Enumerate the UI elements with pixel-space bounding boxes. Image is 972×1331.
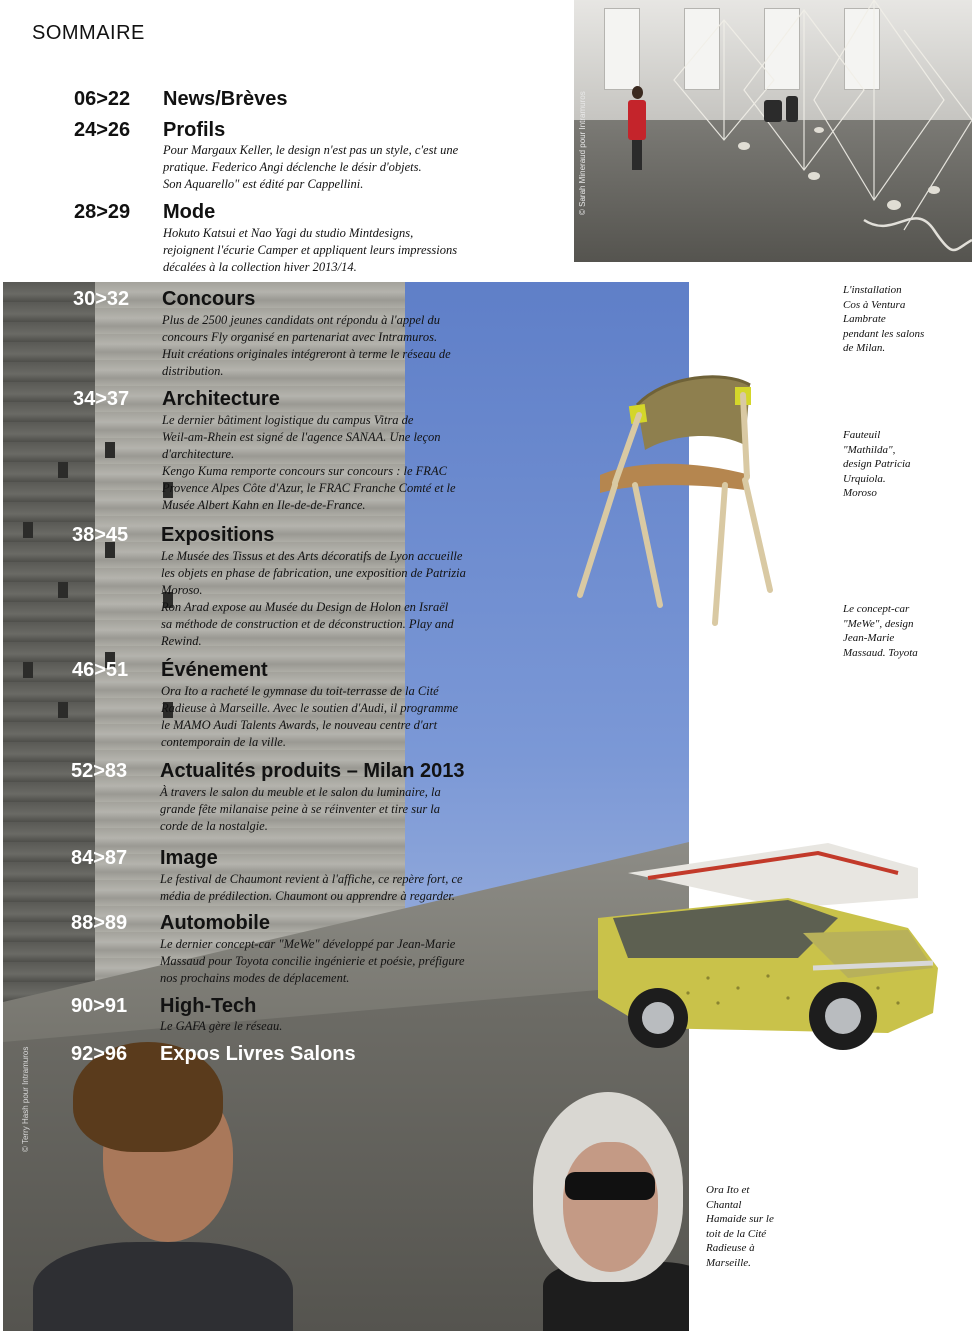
toc-section-title: Expos Livres Salons	[160, 1043, 356, 1065]
toc-section-title: Automobile	[160, 912, 270, 934]
photo-credit-main: © Terry Hash pour Intramuros	[21, 1046, 30, 1152]
toc-section-title: Événement	[161, 659, 268, 681]
toc-page-range: 28>29	[74, 201, 131, 223]
toc-section-description: Le dernier bâtiment logistique du campus Vitra de Weil-am-Rhein est signé de l'agence SANAA. Une leçon d'architecture. Kengo Kuma remporte concours sur concours : le FRAC Provence Alpes Côte d'Azur, le FRAC Franche Comté et le Musée Albert Kahn en Ile-de-de-France.	[162, 413, 456, 512]
toc-page-range: 46>51	[72, 659, 129, 681]
toc-section-description: Le Musée des Tissus et des Arts décoratifs de Lyon accueille les objets en phase de fabrication, une exposition de Patrizia Moroso. Ron Arad expose au Musée du Design de Holon en Israël sa méthode de construction et de déconstruction. Play and Rewind.	[161, 549, 466, 648]
toc-section-description: Hokuto Katsui et Nao Yagi du studio Mintdesigns, rejoignent l'écurie Camper et appliquent leurs impressions décalées à la collection hiver 2013/14.	[163, 226, 458, 274]
toc-section-description: Ora Ito a racheté le gymnase du toit-terrasse de la Cité Radieuse à Marseille. Avec le soutien d'Audi, il programme le MAMO Audi Talents Awards, le nouveau centre d'art contemporain de la ville.	[161, 684, 459, 749]
toc-page-range: 52>83	[71, 760, 128, 782]
toc-section-description: Pour Margaux Keller, le design n'est pas un style, c'est une pratique. Federico Angi déclenche le désir d'objets. Son Aquarello" est édité par Cappellini.	[163, 143, 459, 191]
toc-page-range: 90>91	[71, 995, 128, 1017]
toc-section-title: News/Brèves	[163, 88, 288, 110]
toc-page-range: 06>22	[74, 88, 131, 110]
toc-section-title: Architecture	[162, 388, 280, 410]
toc-page-range: 34>37	[73, 388, 130, 410]
photo-credit-top: © Sarah Mineraud pour Intramuros	[578, 91, 587, 215]
toc-section-title: Expositions	[161, 524, 275, 546]
page-title: SOMMAIRE	[32, 22, 145, 44]
toc-page-range: 92>96	[71, 1043, 128, 1065]
mathilda-chair-image	[575, 365, 775, 630]
toc-section-title: Image	[160, 847, 218, 869]
toc-section-title: High-Tech	[160, 995, 257, 1017]
woman-in-red-figure	[626, 82, 648, 174]
toc-section-title: Mode	[163, 201, 216, 223]
toc-section-title: Concours	[162, 288, 256, 310]
toc-page-range: 24>26	[74, 119, 131, 141]
toc-section-description: Le festival de Chaumont revient à l'affiche, ce repère fort, ce média de prédilection. Chaumont ou apprendre à regarder.	[160, 872, 463, 903]
toc-section-title: Actualités produits – Milan 2013	[160, 760, 465, 782]
toc-section-description: Plus de 2500 jeunes candidats ont répondu à l'appel du concours Fly organisé en partenariat avec Intramuros. Huit créations originales intégreront à terme le réseau de distribution.	[162, 313, 451, 378]
toc-section-description: Le GAFA gère le réseau.	[160, 1019, 283, 1033]
toc-section-description: À travers le salon du meuble et le salon du luminaire, la grande fête milanaise peine à se réinventer et tire sur la corde de la nostalgie.	[160, 785, 441, 833]
toc-page-range: 38>45	[72, 524, 129, 546]
caption-car: Le concept-car "MeWe", design Jean-Marie Massaud. Toyota	[843, 603, 918, 659]
toc-section-description: Le dernier concept-car "MeWe" développé par Jean-Marie Massaud pour Toyota concilie ingénierie et poésie, préfigure nos prochains modes de déplacement.	[160, 937, 465, 985]
man-portrait	[33, 1042, 273, 1331]
caption-installation: L'installation Cos à Ventura Lambrate pendant les salons de Milan.	[843, 284, 925, 354]
toc-page-range: 88>89	[71, 912, 128, 934]
caption-chair: Fauteuil "Mathilda", design Patricia Urquiola. Moroso	[843, 429, 911, 499]
toc-section-title: Profils	[163, 119, 226, 141]
installation-photo	[574, 0, 972, 262]
woman-portrait	[533, 1092, 689, 1331]
toc-page-range: 30>32	[73, 288, 130, 310]
toc-page-range: 84>87	[71, 847, 128, 869]
mewe-concept-car-image	[588, 838, 940, 1053]
caption-people: Ora Ito et Chantal Hamaide sur le toit de la Cité Radieuse à Marseille.	[706, 1184, 774, 1269]
